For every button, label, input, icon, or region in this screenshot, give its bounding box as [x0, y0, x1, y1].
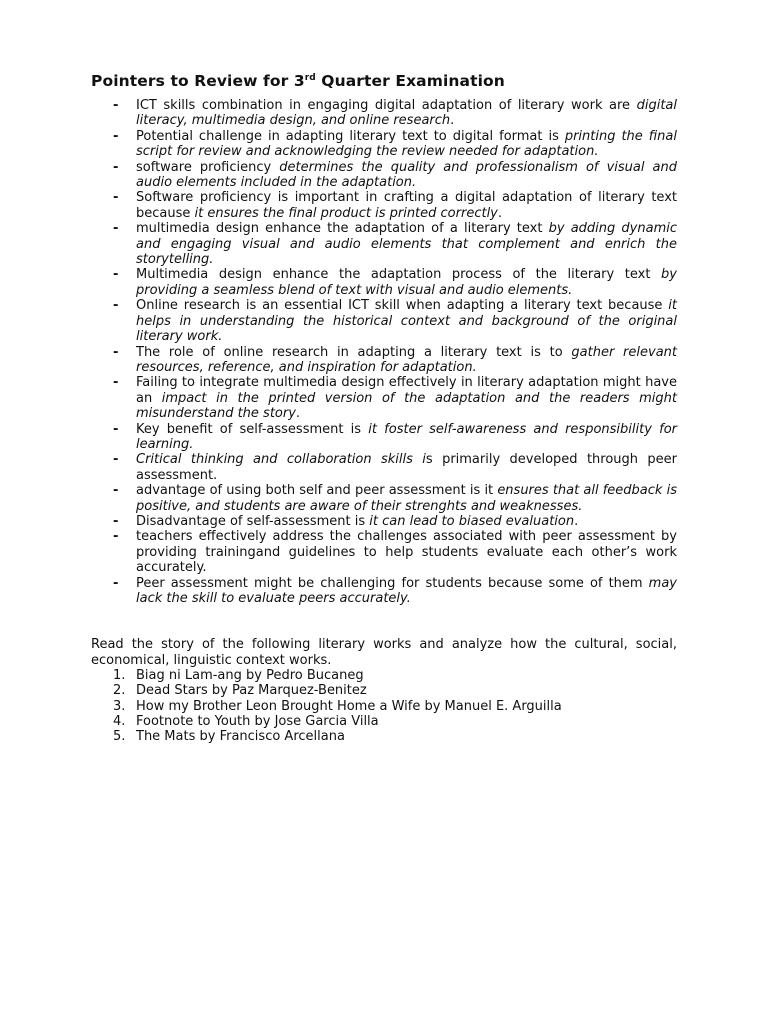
literary-work-item: [91, 683, 677, 698]
bullet-dash: -: [113, 98, 119, 113]
section-spacer: [91, 606, 677, 637]
pointer-tail: .: [295, 406, 301, 422]
pointer-italic: determines the quality and professionalism of visual and audio elements included in the adaptation.: [136, 159, 677, 191]
pointer-text: Key benefit of self-assessment is: [136, 421, 369, 437]
instruction-paragraph: Read the story of the following literary works and analyze how the cultural, social, economical, linguistic context works.: [91, 637, 677, 668]
list-number: 1.: [113, 668, 126, 684]
pointer-italic: it can lead to biased evaluation: [369, 513, 575, 529]
bullet-dash: -: [113, 421, 119, 437]
literary-works-list: [91, 668, 677, 744]
pointer-italic: impact in the printed version of the adaptation and the readers might misunderstand the story: [136, 390, 677, 422]
review-pointer: [91, 576, 677, 607]
pointer-text: software proficiency: [136, 159, 280, 175]
review-pointer: [91, 129, 677, 160]
pointer-italic: it ensures the final product is printed correctly: [194, 205, 498, 221]
review-pointer: [91, 483, 677, 514]
bullet-dash: -: [113, 575, 119, 591]
list-number: 2.: [113, 683, 126, 699]
pointer-tail: .: [497, 205, 503, 221]
title-prefix: Pointers to Review for 3: [91, 72, 305, 90]
review-pointer: [91, 529, 677, 575]
pointer-text: Software proficiency is important in crafting a digital adaptation of literary text because: [136, 190, 677, 221]
bullet-dash: -: [113, 298, 119, 314]
pointer-tail: .: [574, 513, 579, 529]
review-pointer: [91, 298, 677, 344]
title-suffix: Quarter Examination: [315, 72, 505, 90]
pointer-italic: it helps in understanding the historical context and background of the original literary work.: [136, 298, 677, 345]
bullet-dash: -: [113, 267, 119, 283]
review-pointer: [91, 375, 677, 421]
review-pointer: [91, 267, 677, 298]
pointer-text: Online research is an essential ICT skill when adapting a literary text because: [136, 298, 669, 314]
bullet-dash: -: [113, 344, 119, 360]
page-title: [91, 70, 677, 92]
pointer-text: Multimedia design enhance the adaptation process of the literary text: [136, 267, 662, 283]
pointer-text: advantage of using both self and peer assessment is it: [136, 483, 498, 499]
bullet-dash: -: [113, 483, 119, 499]
review-pointer: [91, 190, 677, 221]
pointer-text: The role of online research in adapting a literary text is to: [136, 344, 572, 360]
pointer-italic: gather relevant resources, reference, and inspiration for adaptation.: [136, 344, 677, 375]
pointer-italic: ensures that all feedback is positive, and students are aware of their strenghts and weaknesses.: [136, 483, 677, 514]
review-pointers-list: [91, 98, 677, 606]
pointer-text: Potential challenge in adapting literary text to digital format is: [136, 128, 565, 144]
literary-work-item: [91, 714, 677, 729]
bullet-dash: -: [113, 452, 119, 468]
list-number: 5.: [113, 729, 126, 745]
work-title: Footnote to Youth by Jose Garcia Villa: [136, 713, 379, 729]
bullet-dash: -: [113, 529, 119, 545]
work-title: How my Brother Leon Brought Home a Wife by Manuel E. Arguilla: [136, 698, 562, 714]
review-pointer: [91, 345, 677, 376]
bullet-dash: -: [113, 375, 119, 391]
title-superscript: rd: [304, 72, 316, 83]
review-pointer: [91, 452, 677, 483]
document-page: [91, 70, 677, 744]
pointer-text: multimedia design enhance the adaptation of a literary text: [136, 221, 549, 237]
pointer-text: Failing to integrate multimedia design effectively in literary adaptation might have an: [136, 375, 677, 406]
review-pointer: [91, 422, 677, 453]
work-title: Dead Stars by Paz Marquez-Benitez: [136, 683, 367, 699]
pointer-italic: may lack the skill to evaluate peers accurately.: [136, 575, 677, 606]
work-title: Biag ni Lam-ang by Pedro Bucaneg: [136, 668, 364, 684]
pointer-italic: by providing a seamless blend of text with visual and audio elements.: [136, 267, 677, 298]
bullet-dash: -: [113, 159, 119, 175]
bullet-dash: -: [113, 221, 119, 237]
pointer-italic: it foster self-awareness and responsibility for learning.: [136, 421, 677, 452]
pointer-italic: printing the final script for review and acknowledging the review needed for adaptation.: [136, 128, 677, 160]
pointer-text: teachers effectively address the challenges associated with peer assessment by providing trainingand guidelines to help students evaluate each other’s work accurately.: [136, 529, 677, 576]
review-pointer: [91, 221, 677, 267]
review-pointer: [91, 514, 677, 529]
list-number: 3.: [113, 698, 126, 714]
pointer-italic: Critical thinking and collaboration skills i: [136, 452, 426, 468]
pointer-tail: s primarily developed through peer assessment.: [136, 452, 677, 483]
pointer-text: Disadvantage of self-assessment is: [136, 513, 370, 529]
pointer-italic: digital literacy, multimedia design, and online research: [136, 98, 677, 129]
work-title: The Mats by Francisco Arcellana: [136, 729, 345, 745]
literary-work-item: [91, 699, 677, 714]
literary-work-item: [91, 729, 677, 744]
pointer-italic: by adding dynamic and engaging visual and audio elements that complement and enrich the storytelling.: [136, 221, 678, 268]
bullet-dash: -: [113, 128, 119, 144]
review-pointer: [91, 98, 677, 129]
pointer-tail: .: [450, 113, 455, 129]
list-number: 4.: [113, 713, 126, 729]
pointer-text: Peer assessment might be challenging for students because some of them: [136, 575, 649, 591]
review-pointer: [91, 160, 677, 191]
bullet-dash: -: [113, 190, 119, 206]
bullet-dash: -: [113, 513, 119, 529]
literary-work-item: [91, 668, 677, 683]
pointer-text: ICT skills combination in engaging digital adaptation of literary work are: [136, 98, 637, 113]
